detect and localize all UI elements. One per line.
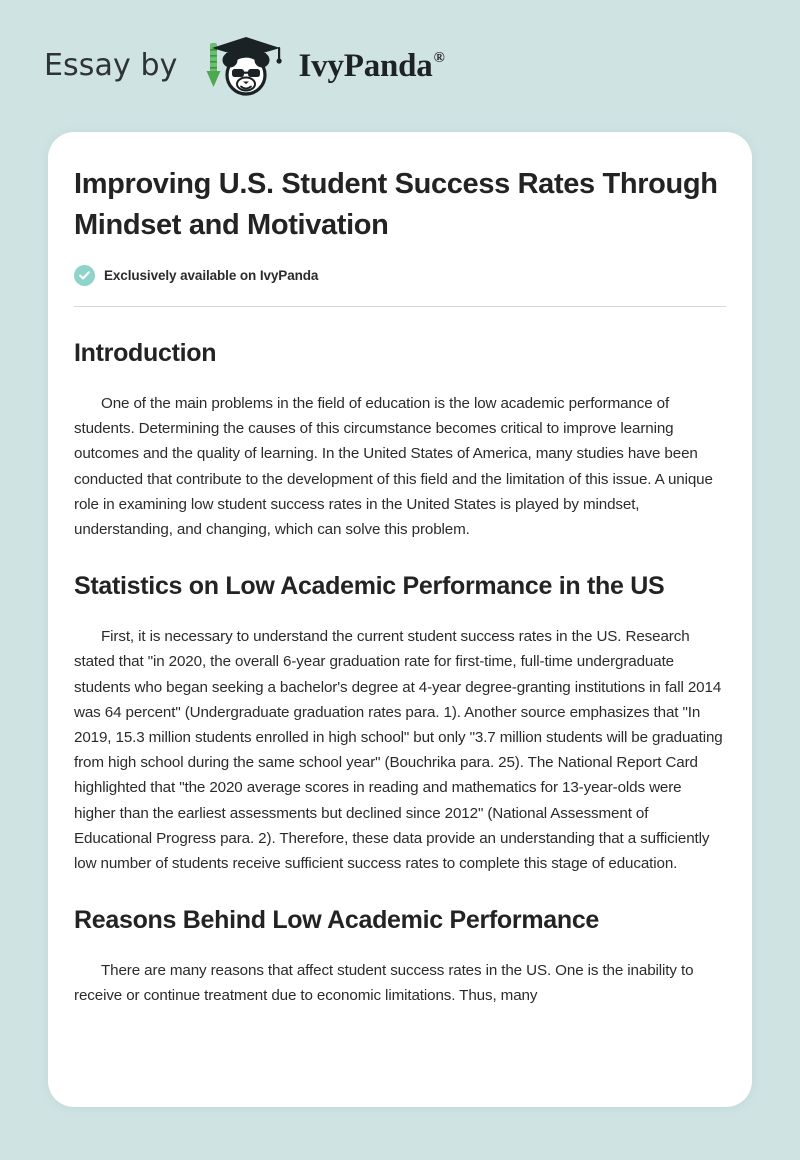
section-heading-introduction: Introduction — [74, 339, 217, 367]
section-heading-reasons: Reasons Behind Low Academic Performance — [74, 906, 600, 935]
status-badge-label: Exclusively available on IvyPanda — [104, 267, 319, 283]
ivypanda-wordmark — [298, 47, 445, 84]
section-heading-statistics: Statistics on Low Academic Performance in the US — [74, 572, 665, 601]
ivypanda-logo[interactable] — [194, 35, 444, 97]
header-divider — [74, 306, 726, 307]
panda-graduate-logo-icon — [194, 35, 290, 97]
article-card — [48, 132, 752, 1107]
registered-trademark-mark: ® — [433, 49, 445, 66]
check-circle-icon — [74, 265, 95, 286]
paragraph-reasons-1: There are many reasons that affect student success rates in the US. One is the inability to receive or continue treatment due to economic limitations. Thus, many — [74, 962, 694, 1005]
essay-by-label: Essay by — [44, 48, 178, 83]
paragraph-statistics-1: First, it is necessary to understand the current student success rates in the US. Research stated that "in 2020, the overall 6-year graduation rate for first-time, full-time undergraduate students who began seeking a bachelor's degree at 4-year degree-granting institutions in fall 2014 was 64 percent" (Undergraduate graduation rates para. 1). Another source emphasizes that "In 2019, 15.3 million students enrolled in high school" but only "3.7 million students will be graduating from high school during the same school year" (Bouchrika para. 25). The National Report Card highlighted that "the 2020 average scores in reading and mathematics for 13-year-olds were higher than the earliest assessments but declined since 2012" (National Assessment of Educational Progress para. 2). Therefore, these data provide an understanding that a sufficiently low number of students receive sufficient success rates to complete this stage of education. — [74, 628, 723, 873]
page-title: Improving U.S. Student Success Rates Through Mindset and Motivation — [74, 168, 718, 241]
exclusive-availability-badge — [74, 265, 726, 286]
paragraph-introduction-1: One of the main problems in the field of education is the low academic performance of students. Determining the causes of this circumstance becomes critical to improve learning outcomes and the quality of learning. In the United States of America, many studies have been conducted that contribute to the development of this field and the limitation of this issue. A unique role in examining low student success rates in the United States is played by mindset, understanding, and changing, which can solve this problem. — [74, 395, 713, 539]
article-body — [74, 132, 726, 1009]
brand-header — [0, 0, 800, 132]
wordmark-text: IvyPanda — [298, 47, 433, 84]
